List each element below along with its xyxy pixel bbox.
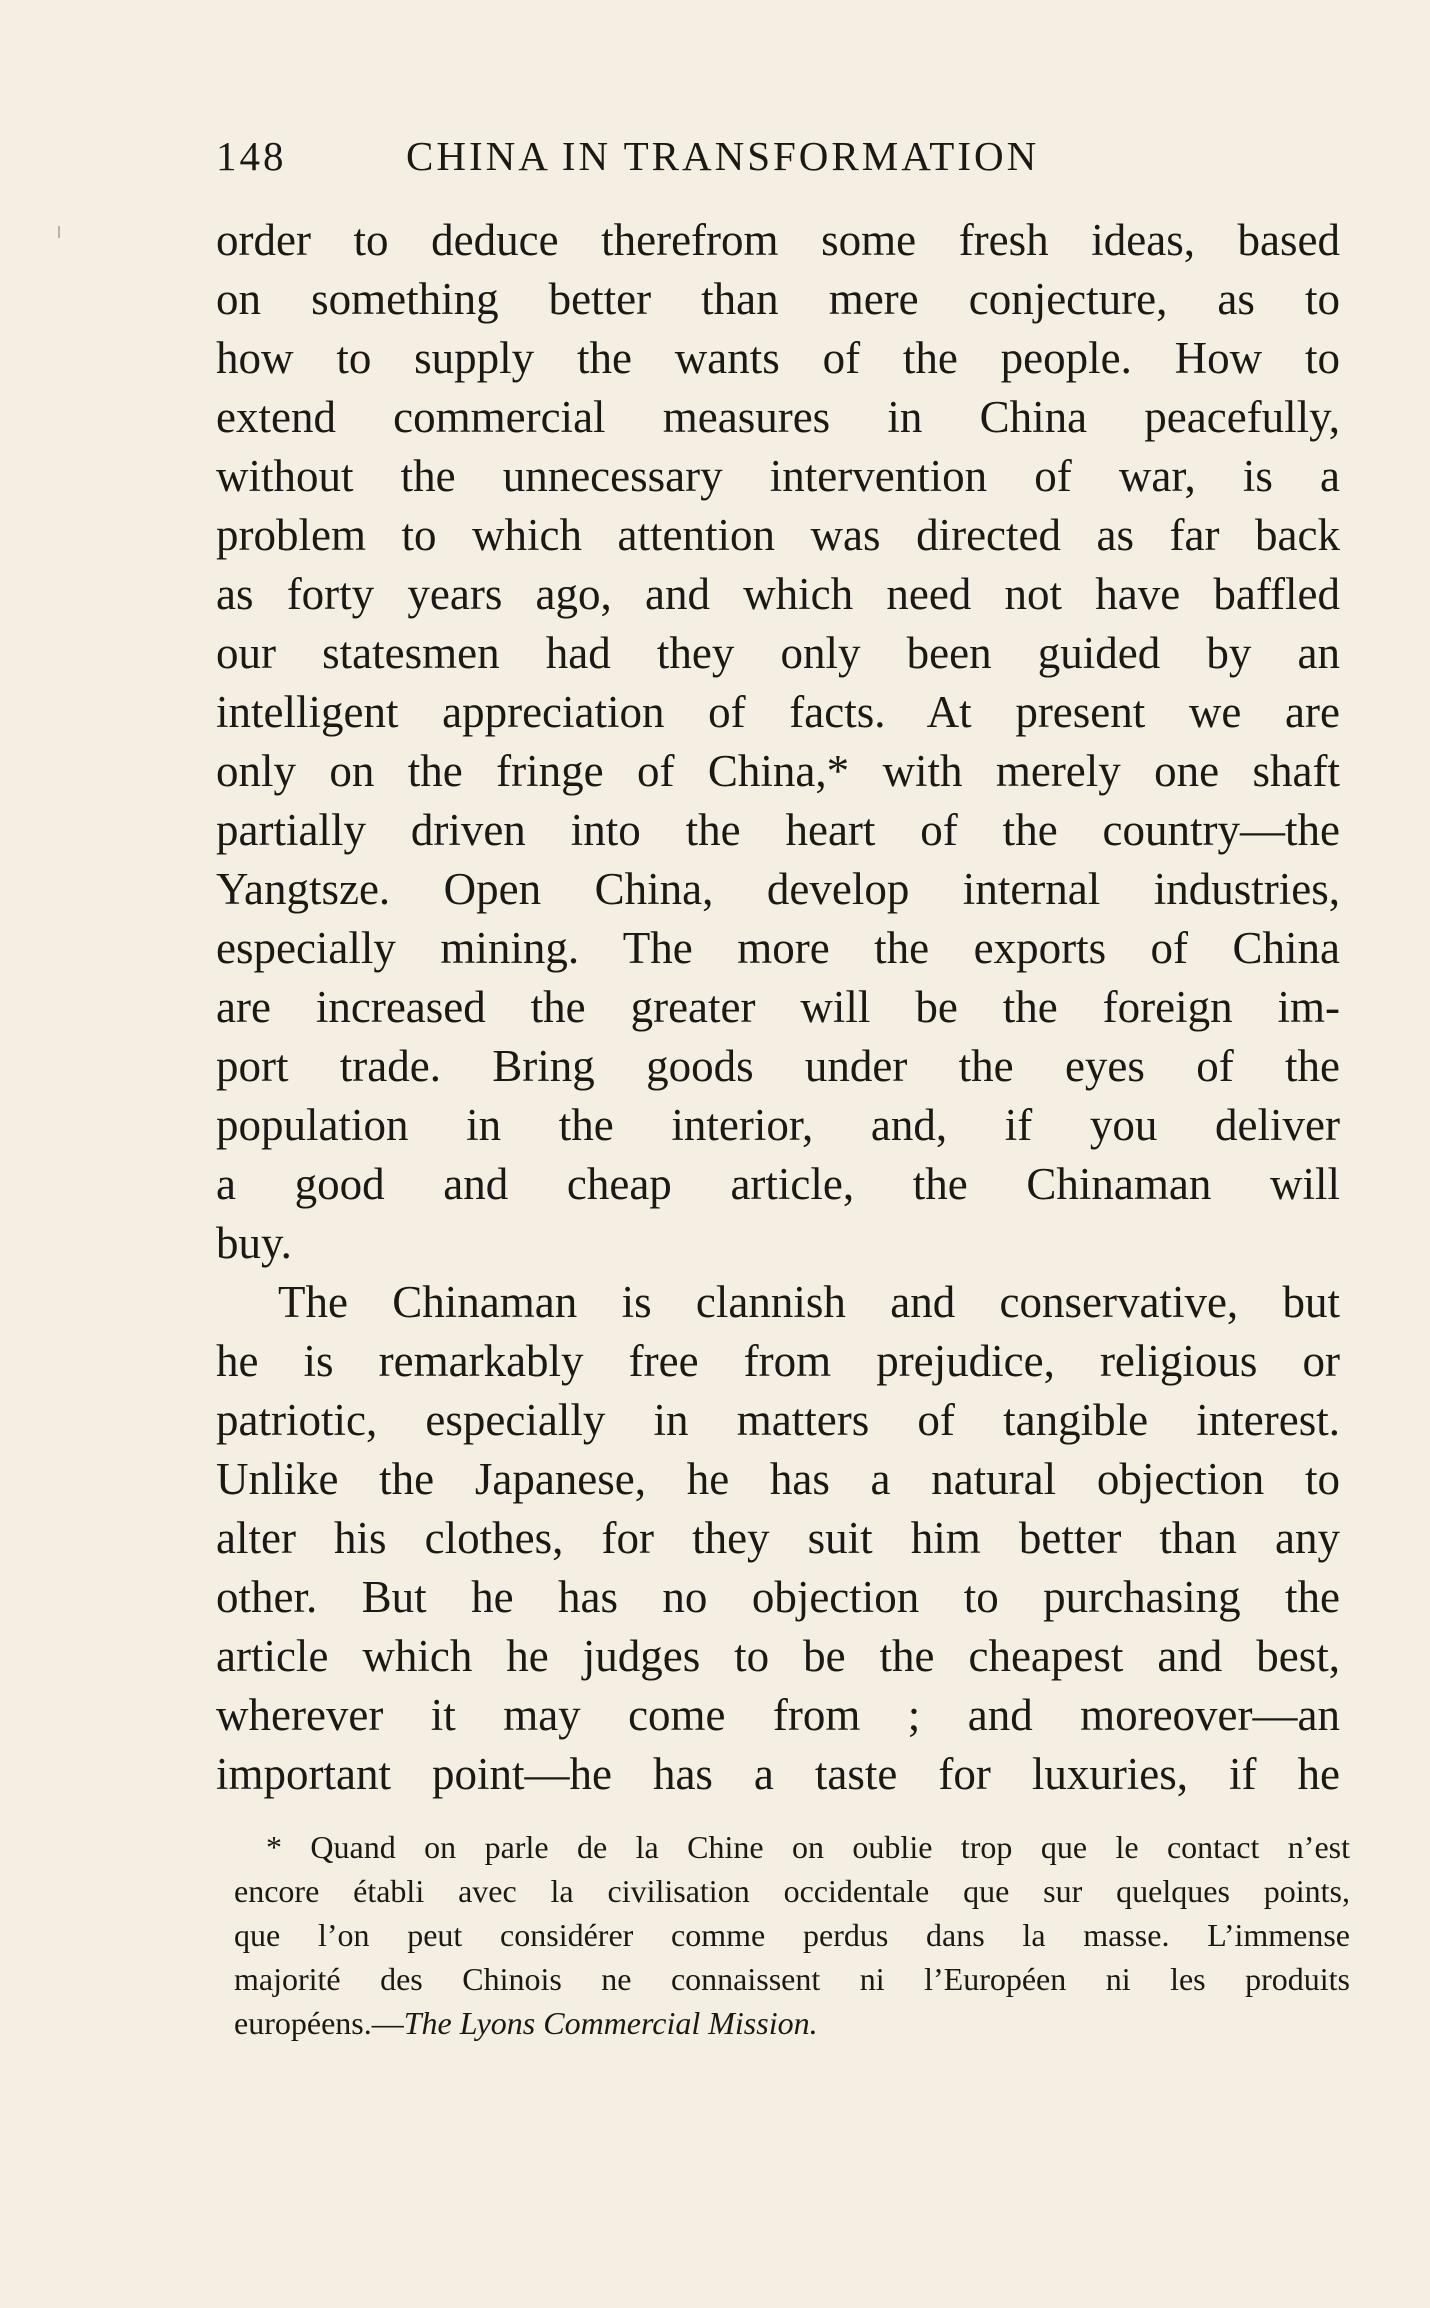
body-line: as forty years ago, and which need not have baffled: [216, 569, 1340, 619]
body-line: Unlike the Japanese, he has a natural objection to: [216, 1454, 1340, 1504]
body-line: important point—he has a taste for luxuries, if he: [216, 1749, 1340, 1799]
body-line: a good and cheap article, the Chinaman will: [216, 1159, 1340, 1209]
body-line: are increased the greater will be the foreign im-: [216, 982, 1340, 1032]
body-line: port trade. Bring goods under the eyes of the: [216, 1041, 1340, 1091]
body-line: especially mining. The more the exports of China: [216, 923, 1340, 973]
body-line: without the unnecessary intervention of war, is a: [216, 451, 1340, 501]
body-line: patriotic, especially in matters of tangible interest.: [216, 1395, 1340, 1445]
body-text: [216, 211, 1340, 1804]
body-line: he is remarkably free from prejudice, religious or: [216, 1336, 1340, 1386]
running-head: [216, 132, 1140, 188]
body-line: buy.: [216, 1218, 292, 1268]
body-line: only on the fringe of China,* with merely one shaft: [216, 746, 1340, 796]
paragraph-first-line: The Chinaman is clannish and conservative, but: [278, 1277, 1340, 1327]
body-line: population in the interior, and, if you deliver: [216, 1100, 1340, 1150]
body-line: extend commercial measures in China peacefully,: [216, 392, 1340, 442]
body-line: alter his clothes, for they suit him better than any: [216, 1513, 1340, 1563]
body-line: intelligent appreciation of facts. At present we are: [216, 687, 1340, 737]
body-line: Yangtsze. Open China, develop internal industries,: [216, 864, 1340, 914]
body-line: order to deduce therefrom some fresh ideas, based: [216, 215, 1340, 265]
body-line: how to supply the wants of the people. How to: [216, 333, 1340, 383]
body-line: wherever it may come from ; and moreover—an: [216, 1690, 1340, 1740]
body-line: on something better than mere conjecture, as to: [216, 274, 1340, 324]
body-line: article which he judges to be the cheapest and best,: [216, 1631, 1340, 1681]
running-title: CHINA IN TRANSFORMATION: [406, 133, 1040, 179]
page-number: 148: [216, 133, 287, 179]
footnote-text: européens.—: [234, 2005, 404, 2041]
footnote-line: * Quand on parle de la Chine on oublie trop que le contact n’est: [266, 1829, 1350, 1865]
footnote-line: encore établi avec la civilisation occidentale que sur quelques points,: [234, 1873, 1350, 1909]
body-line: our statesmen had they only been guided by an: [216, 628, 1340, 678]
footnote-source: The Lyons Commercial Mission.: [403, 2005, 818, 2041]
footnote-line: majorité des Chinois ne connaissent ni l’Européen ni les produits: [234, 1961, 1350, 1997]
body-line: partially driven into the heart of the country—the: [216, 805, 1340, 855]
margin-mark: [58, 226, 60, 238]
body-line: problem to which attention was directed as far back: [216, 510, 1340, 560]
footnote: [234, 1825, 1350, 2045]
footnote-line: que l’on peut considérer comme perdus dans la masse. L’immense: [234, 1917, 1350, 1953]
body-line: other. But he has no objection to purchasing the: [216, 1572, 1340, 1622]
footnote-line: [234, 2001, 1350, 2045]
